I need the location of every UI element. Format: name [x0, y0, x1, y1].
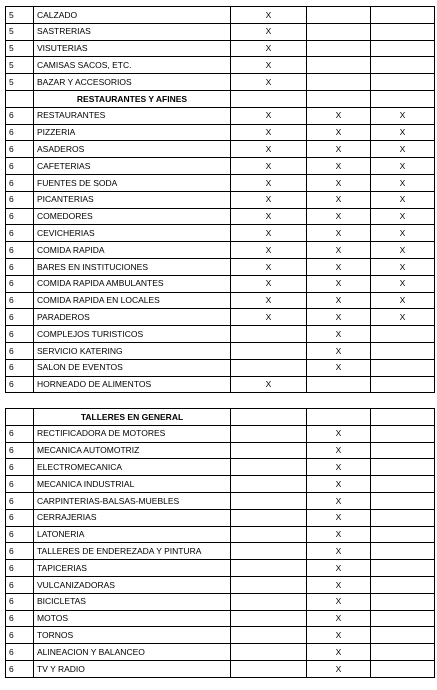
- activity-name: LATONERIA: [34, 526, 231, 543]
- code-cell: 6: [6, 258, 34, 275]
- mark-cell-col5: X: [371, 174, 435, 191]
- table-row: [6, 174, 435, 191]
- table-row: [6, 644, 435, 661]
- mark-cell-col3: X: [231, 309, 307, 326]
- mark-cell-col4: X: [307, 174, 371, 191]
- mark-cell-col3: [231, 476, 307, 493]
- activities-table-commerce-restaurants: [5, 6, 435, 393]
- code-cell: 6: [6, 560, 34, 577]
- code-cell: 6: [6, 610, 34, 627]
- mark-cell-col4: X: [307, 560, 371, 577]
- activity-name: CEVICHERIAS: [34, 225, 231, 242]
- mark-cell-col5: [371, 23, 435, 40]
- code-cell: 6: [6, 107, 34, 124]
- code-cell: 6: [6, 174, 34, 191]
- activity-name: PIZZERIA: [34, 124, 231, 141]
- mark-cell-col5: [371, 376, 435, 393]
- table-row: [6, 326, 435, 343]
- mark-cell-col3: [231, 627, 307, 644]
- mark-cell-col4: X: [307, 425, 371, 442]
- mark-cell-col4: [307, 40, 371, 57]
- mark-cell-col4: X: [307, 342, 371, 359]
- code-cell: 5: [6, 23, 34, 40]
- code-cell: [6, 90, 34, 107]
- mark-cell-col4: X: [307, 459, 371, 476]
- mark-cell-col5: X: [371, 292, 435, 309]
- mark-cell-col4: X: [307, 124, 371, 141]
- mark-cell-col3: X: [231, 208, 307, 225]
- mark-cell-col5: [371, 644, 435, 661]
- code-cell: 5: [6, 40, 34, 57]
- mark-cell-col5: X: [371, 225, 435, 242]
- table-row: [6, 141, 435, 158]
- code-cell: 6: [6, 459, 34, 476]
- mark-cell-col4: X: [307, 107, 371, 124]
- mark-cell-col5: [371, 326, 435, 343]
- mark-cell-col3: [231, 492, 307, 509]
- table-row: [6, 526, 435, 543]
- mark-cell-col3: X: [231, 275, 307, 292]
- table-row: [6, 442, 435, 459]
- activity-name: COMEDORES: [34, 208, 231, 225]
- table-row: [6, 492, 435, 509]
- mark-cell-col5: X: [371, 158, 435, 175]
- mark-cell-col3: [231, 526, 307, 543]
- mark-cell: [231, 90, 307, 107]
- code-cell: 6: [6, 543, 34, 560]
- mark-cell-col5: [371, 442, 435, 459]
- table-row: [6, 610, 435, 627]
- table-row: [6, 225, 435, 242]
- mark-cell-col3: [231, 326, 307, 343]
- mark-cell-col3: [231, 644, 307, 661]
- mark-cell-col3: [231, 560, 307, 577]
- activity-name: RECTIFICADORA DE MOTORES: [34, 425, 231, 442]
- section-header-row: [6, 90, 435, 107]
- mark-cell-col4: X: [307, 191, 371, 208]
- mark-cell-col3: [231, 660, 307, 677]
- mark-cell-col3: X: [231, 258, 307, 275]
- mark-cell-col3: X: [231, 376, 307, 393]
- code-cell: [6, 409, 34, 426]
- mark-cell-col5: [371, 492, 435, 509]
- activity-name: TV Y RADIO: [34, 660, 231, 677]
- mark-cell-col5: X: [371, 191, 435, 208]
- table-row: [6, 124, 435, 141]
- mark-cell-col4: X: [307, 509, 371, 526]
- mark-cell-col3: X: [231, 141, 307, 158]
- mark-cell-col5: [371, 627, 435, 644]
- table-row: [6, 627, 435, 644]
- mark-cell-col3: [231, 359, 307, 376]
- code-cell: 6: [6, 124, 34, 141]
- code-cell: 6: [6, 342, 34, 359]
- mark-cell-col4: X: [307, 627, 371, 644]
- activity-name: COMPLEJOS TURISTICOS: [34, 326, 231, 343]
- table-row: [6, 258, 435, 275]
- mark-cell-col4: X: [307, 158, 371, 175]
- code-cell: 6: [6, 275, 34, 292]
- section-header-row: [6, 409, 435, 426]
- mark-cell-col4: X: [307, 258, 371, 275]
- activity-name: TORNOS: [34, 627, 231, 644]
- mark-cell: [307, 409, 371, 426]
- mark-cell: [231, 409, 307, 426]
- mark-cell-col4: [307, 376, 371, 393]
- table-row: [6, 74, 435, 91]
- mark-cell-col5: [371, 660, 435, 677]
- mark-cell-col4: X: [307, 242, 371, 259]
- mark-cell-col4: [307, 74, 371, 91]
- mark-cell-col3: X: [231, 57, 307, 74]
- mark-cell-col3: X: [231, 158, 307, 175]
- code-cell: 6: [6, 425, 34, 442]
- mark-cell-col3: X: [231, 40, 307, 57]
- mark-cell-col4: X: [307, 593, 371, 610]
- code-cell: 6: [6, 208, 34, 225]
- code-cell: 6: [6, 376, 34, 393]
- activity-name: CAFETERIAS: [34, 158, 231, 175]
- table-row: [6, 242, 435, 259]
- table-row: [6, 23, 435, 40]
- mark-cell-col3: X: [231, 292, 307, 309]
- mark-cell-col5: [371, 509, 435, 526]
- activities-table-workshops: [5, 408, 435, 678]
- table-row: [6, 275, 435, 292]
- code-cell: 6: [6, 158, 34, 175]
- activity-name: CAMISAS SACOS, ETC.: [34, 57, 231, 74]
- mark-cell-col5: [371, 476, 435, 493]
- table-row: [6, 309, 435, 326]
- mark-cell-col5: [371, 543, 435, 560]
- code-cell: 6: [6, 326, 34, 343]
- activity-name: BICICLETAS: [34, 593, 231, 610]
- mark-cell-col3: [231, 459, 307, 476]
- activity-name: VISUTERIAS: [34, 40, 231, 57]
- code-cell: 5: [6, 57, 34, 74]
- code-cell: 6: [6, 242, 34, 259]
- code-cell: 6: [6, 309, 34, 326]
- code-cell: 6: [6, 509, 34, 526]
- mark-cell-col5: [371, 74, 435, 91]
- activity-name: CARPINTERIAS-BALSAS-MUEBLES: [34, 492, 231, 509]
- mark-cell-col4: X: [307, 660, 371, 677]
- mark-cell-col5: [371, 7, 435, 24]
- mark-cell-col5: [371, 576, 435, 593]
- mark-cell-col3: [231, 543, 307, 560]
- mark-cell-col4: X: [307, 442, 371, 459]
- code-cell: 6: [6, 476, 34, 493]
- mark-cell: [371, 409, 435, 426]
- table-row: [6, 107, 435, 124]
- mark-cell-col3: X: [231, 124, 307, 141]
- mark-cell-col3: X: [231, 23, 307, 40]
- activity-name: FUENTES DE SODA: [34, 174, 231, 191]
- table-row: [6, 40, 435, 57]
- code-cell: 6: [6, 191, 34, 208]
- mark-cell-col3: X: [231, 225, 307, 242]
- mark-cell-col5: X: [371, 107, 435, 124]
- activity-name: PICANTERIAS: [34, 191, 231, 208]
- mark-cell-col3: X: [231, 7, 307, 24]
- mark-cell-col5: [371, 593, 435, 610]
- mark-cell-col3: [231, 442, 307, 459]
- mark-cell-col4: X: [307, 526, 371, 543]
- mark-cell-col4: X: [307, 576, 371, 593]
- mark-cell-col3: [231, 509, 307, 526]
- mark-cell-col4: X: [307, 543, 371, 560]
- mark-cell-col4: X: [307, 208, 371, 225]
- activity-name: MOTOS: [34, 610, 231, 627]
- table-row: [6, 208, 435, 225]
- mark-cell-col3: [231, 610, 307, 627]
- mark-cell-col4: X: [307, 359, 371, 376]
- mark-cell-col5: X: [371, 275, 435, 292]
- activity-name: HORNEADO DE ALIMENTOS: [34, 376, 231, 393]
- activity-name: COMIDA RAPIDA AMBULANTES: [34, 275, 231, 292]
- mark-cell-col3: [231, 425, 307, 442]
- activity-name: COMIDA RAPIDA EN LOCALES: [34, 292, 231, 309]
- mark-cell-col5: [371, 342, 435, 359]
- code-cell: 6: [6, 593, 34, 610]
- mark-cell-col5: [371, 359, 435, 376]
- mark-cell-col4: [307, 57, 371, 74]
- mark-cell-col5: [371, 425, 435, 442]
- mark-cell-col5: [371, 610, 435, 627]
- activity-name: TALLERES DE ENDEREZADA Y PINTURA: [34, 543, 231, 560]
- mark-cell-col5: [371, 560, 435, 577]
- mark-cell-col4: X: [307, 275, 371, 292]
- activity-name: BAZAR Y ACCESORIOS: [34, 74, 231, 91]
- table-row: [6, 660, 435, 677]
- table-row: [6, 191, 435, 208]
- code-cell: 6: [6, 644, 34, 661]
- activity-name: MECANICA INDUSTRIAL: [34, 476, 231, 493]
- mark-cell-col4: X: [307, 141, 371, 158]
- mark-cell-col4: X: [307, 326, 371, 343]
- table-row: [6, 476, 435, 493]
- mark-cell-col5: X: [371, 208, 435, 225]
- code-cell: 6: [6, 225, 34, 242]
- table-row: [6, 576, 435, 593]
- code-cell: 6: [6, 442, 34, 459]
- mark-cell-col4: X: [307, 492, 371, 509]
- code-cell: 6: [6, 660, 34, 677]
- mark-cell-col4: X: [307, 476, 371, 493]
- code-cell: 6: [6, 359, 34, 376]
- activity-name: CALZADO: [34, 7, 231, 24]
- mark-cell-col4: X: [307, 644, 371, 661]
- activity-name: PARADEROS: [34, 309, 231, 326]
- code-cell: 6: [6, 526, 34, 543]
- table-row: [6, 543, 435, 560]
- mark-cell-col5: X: [371, 309, 435, 326]
- mark-cell-col3: [231, 593, 307, 610]
- activity-name: MECANICA AUTOMOTRIZ: [34, 442, 231, 459]
- mark-cell-col3: X: [231, 242, 307, 259]
- activity-name: SALON DE EVENTOS: [34, 359, 231, 376]
- mark-cell: [307, 90, 371, 107]
- code-cell: 6: [6, 576, 34, 593]
- mark-cell-col3: X: [231, 107, 307, 124]
- activity-name: SERVICIO KATERING: [34, 342, 231, 359]
- mark-cell-col4: X: [307, 225, 371, 242]
- table-row: [6, 359, 435, 376]
- table-row: [6, 593, 435, 610]
- activity-name: SASTRERIAS: [34, 23, 231, 40]
- mark-cell-col5: [371, 57, 435, 74]
- code-cell: 6: [6, 627, 34, 644]
- table-row: [6, 560, 435, 577]
- table-row: [6, 509, 435, 526]
- mark-cell-col4: [307, 7, 371, 24]
- mark-cell-col5: X: [371, 141, 435, 158]
- code-cell: 6: [6, 492, 34, 509]
- section-title: RESTAURANTES Y AFINES: [34, 90, 231, 107]
- table-row: [6, 459, 435, 476]
- table-row: [6, 376, 435, 393]
- activity-name: ELECTROMECANICA: [34, 459, 231, 476]
- code-cell: 6: [6, 292, 34, 309]
- activity-name: ASADEROS: [34, 141, 231, 158]
- mark-cell-col3: X: [231, 74, 307, 91]
- code-cell: 6: [6, 141, 34, 158]
- mark-cell-col5: X: [371, 124, 435, 141]
- mark-cell-col4: X: [307, 610, 371, 627]
- activity-name: RESTAURANTES: [34, 107, 231, 124]
- mark-cell-col3: X: [231, 191, 307, 208]
- activity-name: BARES EN INSTITUCIONES: [34, 258, 231, 275]
- mark-cell-col5: X: [371, 258, 435, 275]
- table-row: [6, 158, 435, 175]
- mark-cell-col4: [307, 23, 371, 40]
- activity-name: COMIDA RAPIDA: [34, 242, 231, 259]
- mark-cell-col4: X: [307, 309, 371, 326]
- mark-cell: [371, 90, 435, 107]
- mark-cell-col5: [371, 526, 435, 543]
- mark-cell-col3: [231, 342, 307, 359]
- table-row: [6, 342, 435, 359]
- activity-name: TAPICERIAS: [34, 560, 231, 577]
- mark-cell-col5: [371, 40, 435, 57]
- section-title: TALLERES EN GENERAL: [34, 409, 231, 426]
- table-row: [6, 425, 435, 442]
- mark-cell-col3: [231, 576, 307, 593]
- table-row: [6, 7, 435, 24]
- activity-name: CERRAJERIAS: [34, 509, 231, 526]
- code-cell: 5: [6, 7, 34, 24]
- mark-cell-col3: X: [231, 174, 307, 191]
- activity-name: ALINEACION Y BALANCEO: [34, 644, 231, 661]
- table-row: [6, 292, 435, 309]
- table-row: [6, 57, 435, 74]
- code-cell: 5: [6, 74, 34, 91]
- mark-cell-col4: X: [307, 292, 371, 309]
- mark-cell-col5: X: [371, 242, 435, 259]
- activity-name: VULCANIZADORAS: [34, 576, 231, 593]
- mark-cell-col5: [371, 459, 435, 476]
